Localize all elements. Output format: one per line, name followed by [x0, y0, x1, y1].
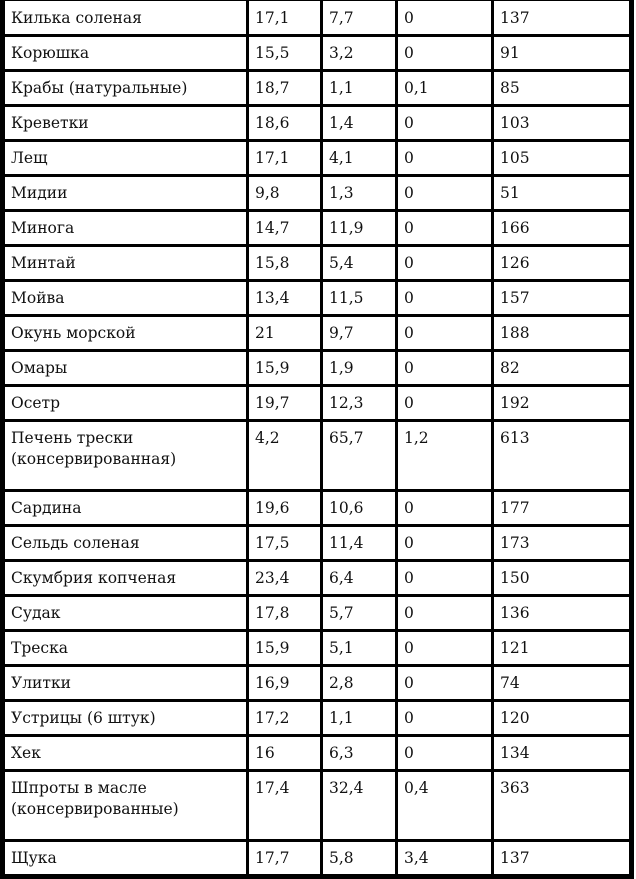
protein-cell: 14,7 [249, 212, 320, 244]
fat-cell: 1,4 [323, 107, 395, 139]
fat-cell: 11,5 [323, 282, 395, 314]
carbs-cell: 0 [398, 37, 491, 69]
product-name-cell: Печень трески (консервированная) [5, 422, 246, 489]
table-row [5, 667, 629, 699]
protein-cell: 19,6 [249, 492, 320, 524]
fat-cell: 5,4 [323, 247, 395, 279]
protein-cell: 16 [249, 737, 320, 769]
calories-cell: 103 [494, 107, 629, 139]
product-name-cell: Сардина [5, 492, 246, 524]
carbs-cell: 0 [398, 212, 491, 244]
calories-cell: 137 [494, 842, 629, 874]
calories-cell: 166 [494, 212, 629, 244]
table-row [5, 282, 629, 314]
protein-cell: 17,5 [249, 527, 320, 559]
fat-cell: 1,9 [323, 352, 395, 384]
carbs-cell: 0 [398, 702, 491, 734]
carbs-cell: 0 [398, 177, 491, 209]
protein-cell: 17,8 [249, 597, 320, 629]
calories-cell: 173 [494, 527, 629, 559]
table-row [5, 492, 629, 524]
product-name-cell: Щука [5, 842, 246, 874]
product-name-cell: Треска [5, 632, 246, 664]
fat-cell: 4,1 [323, 142, 395, 174]
fat-cell: 12,3 [323, 387, 395, 419]
product-name-cell: Судак [5, 597, 246, 629]
calories-cell: 157 [494, 282, 629, 314]
carbs-cell: 0 [398, 387, 491, 419]
table-row [5, 142, 629, 174]
table-row [5, 422, 629, 489]
protein-cell: 13,4 [249, 282, 320, 314]
product-name-cell: Крабы (натуральные) [5, 72, 246, 104]
protein-cell: 17,1 [249, 1, 320, 34]
protein-cell: 18,7 [249, 72, 320, 104]
fat-cell: 5,1 [323, 632, 395, 664]
carbs-cell: 0 [398, 1, 491, 34]
table-row [5, 72, 629, 104]
calories-cell: 150 [494, 562, 629, 594]
product-name-cell: Корюшка [5, 37, 246, 69]
product-name-cell: Окунь морской [5, 317, 246, 349]
carbs-cell: 0,4 [398, 772, 491, 839]
calories-cell: 134 [494, 737, 629, 769]
table-row [5, 632, 629, 664]
product-name-cell: Улитки [5, 667, 246, 699]
table-row [5, 737, 629, 769]
product-name-cell: Хек [5, 737, 246, 769]
fat-cell: 5,7 [323, 597, 395, 629]
calories-cell: 137 [494, 1, 629, 34]
table-row [5, 842, 629, 874]
fat-cell: 9,7 [323, 317, 395, 349]
calories-cell: 105 [494, 142, 629, 174]
fat-cell: 65,7 [323, 422, 395, 489]
calories-cell: 613 [494, 422, 629, 489]
nutrition-table-body [5, 1, 629, 874]
carbs-cell: 0 [398, 282, 491, 314]
protein-cell: 17,4 [249, 772, 320, 839]
table-row [5, 212, 629, 244]
fat-cell: 11,9 [323, 212, 395, 244]
table-row [5, 702, 629, 734]
product-name-cell: Скумбрия копченая [5, 562, 246, 594]
table-row [5, 1, 629, 34]
carbs-cell: 0 [398, 562, 491, 594]
fat-cell: 6,3 [323, 737, 395, 769]
product-name-cell: Устрицы (6 штук) [5, 702, 246, 734]
fat-cell: 3,2 [323, 37, 395, 69]
table-row [5, 562, 629, 594]
carbs-cell: 0 [398, 667, 491, 699]
calories-cell: 121 [494, 632, 629, 664]
calories-cell: 136 [494, 597, 629, 629]
product-name-cell: Минтай [5, 247, 246, 279]
table-row [5, 597, 629, 629]
fat-cell: 7,7 [323, 1, 395, 34]
product-name-cell: Мидии [5, 177, 246, 209]
carbs-cell: 0 [398, 142, 491, 174]
protein-cell: 21 [249, 317, 320, 349]
protein-cell: 17,1 [249, 142, 320, 174]
table-row [5, 352, 629, 384]
carbs-cell: 0 [398, 492, 491, 524]
protein-cell: 16,9 [249, 667, 320, 699]
table-row [5, 177, 629, 209]
table-row [5, 37, 629, 69]
carbs-cell: 1,2 [398, 422, 491, 489]
product-name-cell: Шпроты в масле (консервированные) [5, 772, 246, 839]
carbs-cell: 0 [398, 317, 491, 349]
fat-cell: 5,8 [323, 842, 395, 874]
carbs-cell: 0 [398, 527, 491, 559]
fat-cell: 10,6 [323, 492, 395, 524]
carbs-cell: 0 [398, 737, 491, 769]
protein-cell: 15,9 [249, 632, 320, 664]
protein-cell: 17,2 [249, 702, 320, 734]
calories-cell: 74 [494, 667, 629, 699]
fat-cell: 1,3 [323, 177, 395, 209]
product-name-cell: Сельдь соленая [5, 527, 246, 559]
carbs-cell: 3,4 [398, 842, 491, 874]
protein-cell: 9,8 [249, 177, 320, 209]
fat-cell: 1,1 [323, 72, 395, 104]
product-name-cell: Лещ [5, 142, 246, 174]
calories-cell: 363 [494, 772, 629, 839]
table-row [5, 527, 629, 559]
nutrition-table [2, 0, 632, 877]
calories-cell: 192 [494, 387, 629, 419]
carbs-cell: 0 [398, 352, 491, 384]
table-row [5, 772, 629, 839]
product-name-cell: Осетр [5, 387, 246, 419]
table-row [5, 387, 629, 419]
carbs-cell: 0 [398, 247, 491, 279]
protein-cell: 15,8 [249, 247, 320, 279]
product-name-cell: Креветки [5, 107, 246, 139]
protein-cell: 15,9 [249, 352, 320, 384]
calories-cell: 120 [494, 702, 629, 734]
calories-cell: 51 [494, 177, 629, 209]
product-name-cell: Омары [5, 352, 246, 384]
fat-cell: 32,4 [323, 772, 395, 839]
table-row [5, 247, 629, 279]
carbs-cell: 0 [398, 107, 491, 139]
calories-cell: 82 [494, 352, 629, 384]
protein-cell: 4,2 [249, 422, 320, 489]
fat-cell: 6,4 [323, 562, 395, 594]
product-name-cell: Мойва [5, 282, 246, 314]
carbs-cell: 0 [398, 632, 491, 664]
carbs-cell: 0,1 [398, 72, 491, 104]
fat-cell: 1,1 [323, 702, 395, 734]
product-name-cell: Минога [5, 212, 246, 244]
table-row [5, 317, 629, 349]
protein-cell: 15,5 [249, 37, 320, 69]
table-row [5, 107, 629, 139]
calories-cell: 91 [494, 37, 629, 69]
fat-cell: 11,4 [323, 527, 395, 559]
product-name-cell: Килька соленая [5, 1, 246, 34]
protein-cell: 18,6 [249, 107, 320, 139]
carbs-cell: 0 [398, 597, 491, 629]
calories-cell: 85 [494, 72, 629, 104]
calories-cell: 188 [494, 317, 629, 349]
calories-cell: 126 [494, 247, 629, 279]
calories-cell: 177 [494, 492, 629, 524]
fat-cell: 2,8 [323, 667, 395, 699]
protein-cell: 17,7 [249, 842, 320, 874]
protein-cell: 19,7 [249, 387, 320, 419]
protein-cell: 23,4 [249, 562, 320, 594]
